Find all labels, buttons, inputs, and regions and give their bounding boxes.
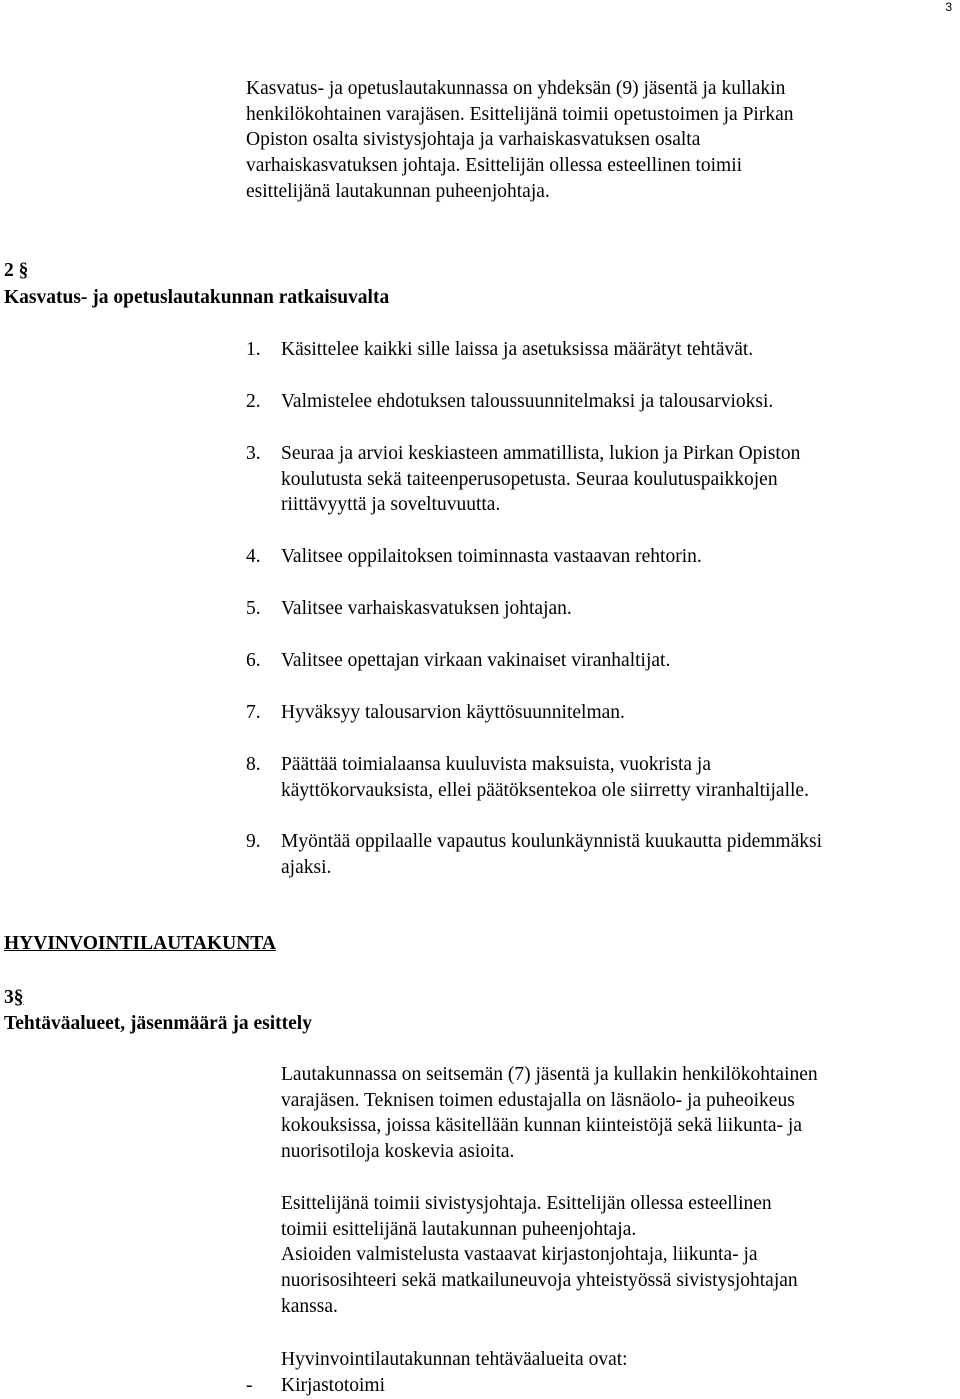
committee-paragraph-2 [281,1191,798,1320]
section-3-number [4,985,24,1011]
list-item-number: 1. [246,339,261,360]
list-item-text: Valitsee varhaiskasvatuksen johtajan. [281,598,572,619]
intro-line: henkilökohtainen varajäsen. Esittelijänä toimii opetustoimen ja Pirkan [246,103,794,125]
list-item-number: 4. [246,546,261,567]
paragraph-line: kanssa. [281,1295,338,1317]
intro-line: Kasvatus- ja opetuslautakunnassa on yhdeksän (9) jäsentä ja kullakin [246,78,786,99]
paragraph-line: Esittelijänä toimii sivistysjohtaja. Esittelijän ollessa esteellinen [281,1193,772,1214]
section-2-title: Kasvatus- ja opetuslautakunnan ratkaisuvalta [4,287,390,308]
list-item-text: Myöntää oppilaalle vapautus koulunkäynnistä kuukautta pidemmäksi [281,831,823,852]
list-item-text: ajaksi. [281,856,332,878]
area-item-label: Kirjastotoimi [281,1375,385,1396]
list-item-number: 2. [246,391,261,412]
paragraph-line: varajäsen. Teknisen toimen edustajalla on läsnäolo- ja puheoikeus [281,1089,795,1111]
list-item-number: 6. [246,650,261,671]
list-item-text: Käsittelee kaikki sille laissa ja asetuksissa määrätyt tehtävät. [281,339,754,360]
area-item-dash: - [246,1375,253,1396]
paragraph-line: nuorisotiloja koskevia asioita. [281,1141,515,1163]
list-item-number: 9. [246,831,261,852]
list-item-number: 7. [246,702,261,723]
list-item-text: Valitsee oppilaitoksen toiminnasta vastaavan rehtorin. [281,546,702,567]
section-3-mark: § [13,987,24,1008]
section-2-number [4,258,28,284]
list-item-text: koulutusta sekä taiteenperusopetusta. Seuraa koulutuspaikkojen [281,468,778,490]
intro-line: varhaiskasvatuksen johtaja. Esittelijän ollessa esteellinen toimii [246,155,743,177]
list-item-number: 3. [246,443,261,464]
areas-intro-text: Hyvinvointilautakunnan tehtäväalueita ovat: [281,1349,628,1370]
section-3-num: 3 [4,987,14,1008]
list-item-text: Seuraa ja arvioi keskiasteen ammatillista, lukion ja Pirkan Opiston [281,443,801,464]
committee-paragraph-1 [281,1062,818,1165]
paragraph-line: toimii esittelijänä lautakunnan puheenjohtaja. [281,1218,637,1240]
intro-paragraph [246,76,794,205]
intro-line: Opiston osalta sivistysjohtaja ja varhaiskasvatuksen osalta [246,129,701,151]
paragraph-line: nuorisosihteeri sekä matkailuneuvoja yhteistyössä sivistysjohtajan [281,1270,798,1292]
list-item-text: riittävyyttä ja soveltuvuutta. [281,494,501,516]
area-item-kirjastotoimi [246,1373,253,1399]
list-item-text: Hyväksyy talousarvion käyttösuunnitelman. [281,702,625,723]
areas-intro [281,1347,628,1373]
paragraph-line: Lautakunnassa on seitsemän (7) jäsentä ja kullakin henkilökohtainen [281,1064,818,1085]
list-item-text: käyttökorvauksista, ellei päätöksentekoa ole siirretty viranhaltijalle. [281,779,809,801]
list-item-number: 8. [246,754,261,775]
list-item-text: Valitsee opettajan virkaan vakinaiset viranhaltijat. [281,650,671,671]
section-3-title: Tehtäväalueet, jäsenmäärä ja esittely [4,1013,312,1034]
list-item-text: Valmistelee ehdotuksen taloussuunnitelmaksi ja talousarvioksi. [281,391,774,412]
section-2-num: 2 [4,260,14,281]
page-number: 3 [945,0,952,14]
list-item-number: 5. [246,598,261,619]
section-2-mark: § [18,260,29,281]
paragraph-line: Asioiden valmistelusta vastaavat kirjastonjohtaja, liikunta- ja [281,1244,758,1266]
list-item-text: Päättää toimialaansa kuuluvista maksuista, vuokrista ja [281,754,711,775]
committee-heading: HYVINVOINTILAUTAKUNTA [4,933,276,954]
paragraph-line: kokouksissa, joissa käsitellään kunnan kiinteistöjä sekä liikunta- ja [281,1115,802,1137]
intro-line: esittelijänä lautakunnan puheenjohtaja. [246,180,550,202]
